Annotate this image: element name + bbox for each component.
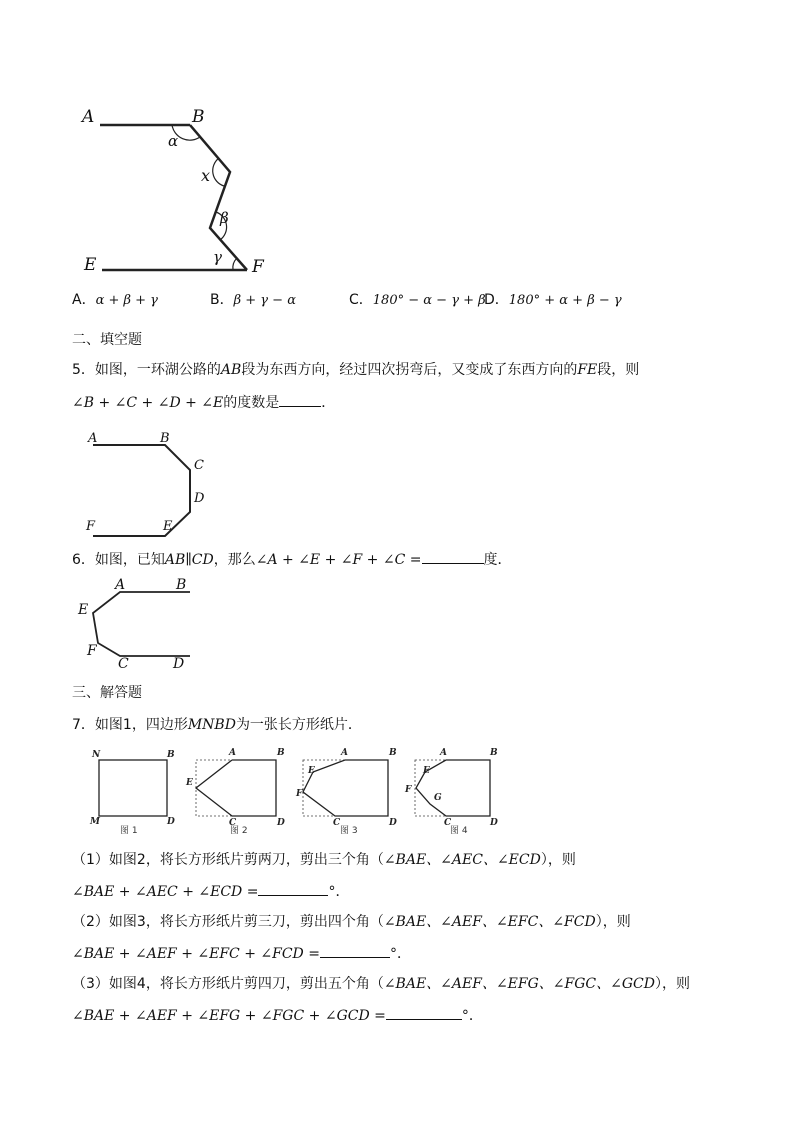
q6-label-e: E: [78, 602, 89, 618]
fig4-caption: 图 4: [450, 826, 468, 836]
q5-label-d: D: [194, 491, 205, 506]
fig2-label-d: D: [277, 818, 285, 828]
fig3-label-e: E: [308, 766, 315, 776]
label-e: E: [84, 255, 97, 275]
figure-q6: [0, 570, 300, 680]
q7-part2-line2: ∠BAE + ∠AEF + ∠EFC + ∠FCD = °．: [72, 943, 411, 964]
fig3-label-a: A: [341, 748, 348, 758]
fig2-label-e: E: [186, 778, 193, 788]
q7-part1-line1: （1）如图2，将长方形纸片剪两刀，剪出三个角（∠BAE、∠AEC、∠ECD），则: [72, 852, 576, 868]
answer-blank-q7-3[interactable]: [386, 1005, 462, 1020]
q5-label-f: F: [86, 519, 96, 534]
q6-label-d: D: [173, 656, 185, 672]
fig4-label-d: D: [490, 818, 498, 828]
q7-fig4: [404, 748, 498, 836]
fig1-label-b: B: [167, 750, 175, 760]
option-d: D．180° + α + β − γ: [484, 292, 622, 308]
q5-line1: 5．如图，一环湖公路的AB段为东西方向，经过四次拐弯后，又变成了东西方向的FE段，则: [72, 362, 640, 378]
q6-question: 6．如图，已知AB∥CD，那么∠A + ∠E + ∠F + ∠C = 度．: [72, 549, 512, 570]
q7-part2-line1: （2）如图3，将长方形纸片剪三刀，剪出四个角（∠BAE、∠AEF、∠EFC、∠FCD），则: [72, 914, 631, 930]
option-a: A．α + β + γ: [72, 292, 158, 308]
fig4-label-c: C: [444, 818, 452, 828]
answer-blank-q6[interactable]: [422, 549, 484, 564]
option-b: B．β + γ − α: [210, 292, 296, 308]
fig1-label-d: D: [167, 817, 175, 827]
q5-line2: ∠B + ∠C + ∠D + ∠E的度数是 ．: [72, 392, 335, 413]
q6-label-a: A: [115, 577, 126, 593]
section-heading-solution: 三、解答题: [72, 685, 142, 701]
fig3-label-f: F: [296, 789, 303, 799]
fig3-caption: 图 3: [340, 826, 358, 836]
answer-blank-q5[interactable]: [279, 392, 321, 407]
fig3-label-d: D: [389, 818, 397, 828]
q5-label-c: C: [194, 458, 204, 473]
q5-label-e: E: [163, 519, 173, 534]
q7-intro: 7．如图1，四边形MNBD为一张长方形纸片．: [72, 717, 362, 733]
q7-fig1: [89, 750, 175, 836]
q5-label-a: A: [88, 431, 98, 446]
fig4-label-f: F: [405, 785, 412, 795]
fig1-label-m: M: [90, 817, 100, 827]
label-alpha: α: [168, 132, 179, 150]
fig4-label-g: G: [434, 793, 442, 803]
fig3-label-c: C: [333, 818, 341, 828]
fig1-caption: 图 1: [120, 826, 138, 836]
label-beta: β: [220, 209, 229, 227]
q7-part3-line2: ∠BAE + ∠AEF + ∠EFG + ∠FGC + ∠GCD = °．: [72, 1005, 483, 1026]
q7-part1-line2: ∠BAE + ∠AEC + ∠ECD = °．: [72, 881, 349, 902]
option-c: C．180° − α − γ + β: [349, 292, 486, 308]
label-x: x: [201, 166, 211, 185]
q6-label-c: C: [118, 656, 129, 672]
answer-blank-q7-2[interactable]: [320, 943, 390, 958]
label-f: F: [252, 257, 264, 277]
fig4-label-b: B: [490, 748, 498, 758]
fig2-label-c: C: [229, 818, 237, 828]
figure-q7: [0, 740, 794, 835]
q6-path: [93, 592, 190, 656]
fig2-label-a: A: [229, 748, 236, 758]
figure-q4: [0, 0, 794, 290]
q7-fig3: [295, 748, 397, 836]
fig4-label-a: A: [440, 748, 447, 758]
label-a: A: [82, 107, 95, 127]
q5-road-path: [93, 445, 190, 536]
figure-q5: [0, 420, 300, 540]
section-heading-fill-blank: 二、填空题: [72, 332, 142, 348]
q6-label-b: B: [176, 577, 187, 593]
q5-label-b: B: [160, 431, 170, 446]
label-gamma: γ: [213, 248, 222, 266]
q7-fig2: [185, 748, 285, 836]
q6-label-f: F: [87, 643, 97, 659]
label-b: B: [192, 107, 205, 127]
fig1-label-n: N: [92, 750, 101, 760]
fig2-caption: 图 2: [230, 826, 248, 836]
fig2-label-b: B: [277, 748, 285, 758]
answer-blank-q7-1[interactable]: [258, 881, 328, 896]
q7-part3-line1: （3）如图4，将长方形纸片剪四刀，剪出五个角（∠BAE、∠AEF、∠EFG、∠FGC、∠GCD），则: [72, 976, 690, 992]
fig3-label-b: B: [389, 748, 397, 758]
fig4-label-e: E: [423, 766, 430, 776]
